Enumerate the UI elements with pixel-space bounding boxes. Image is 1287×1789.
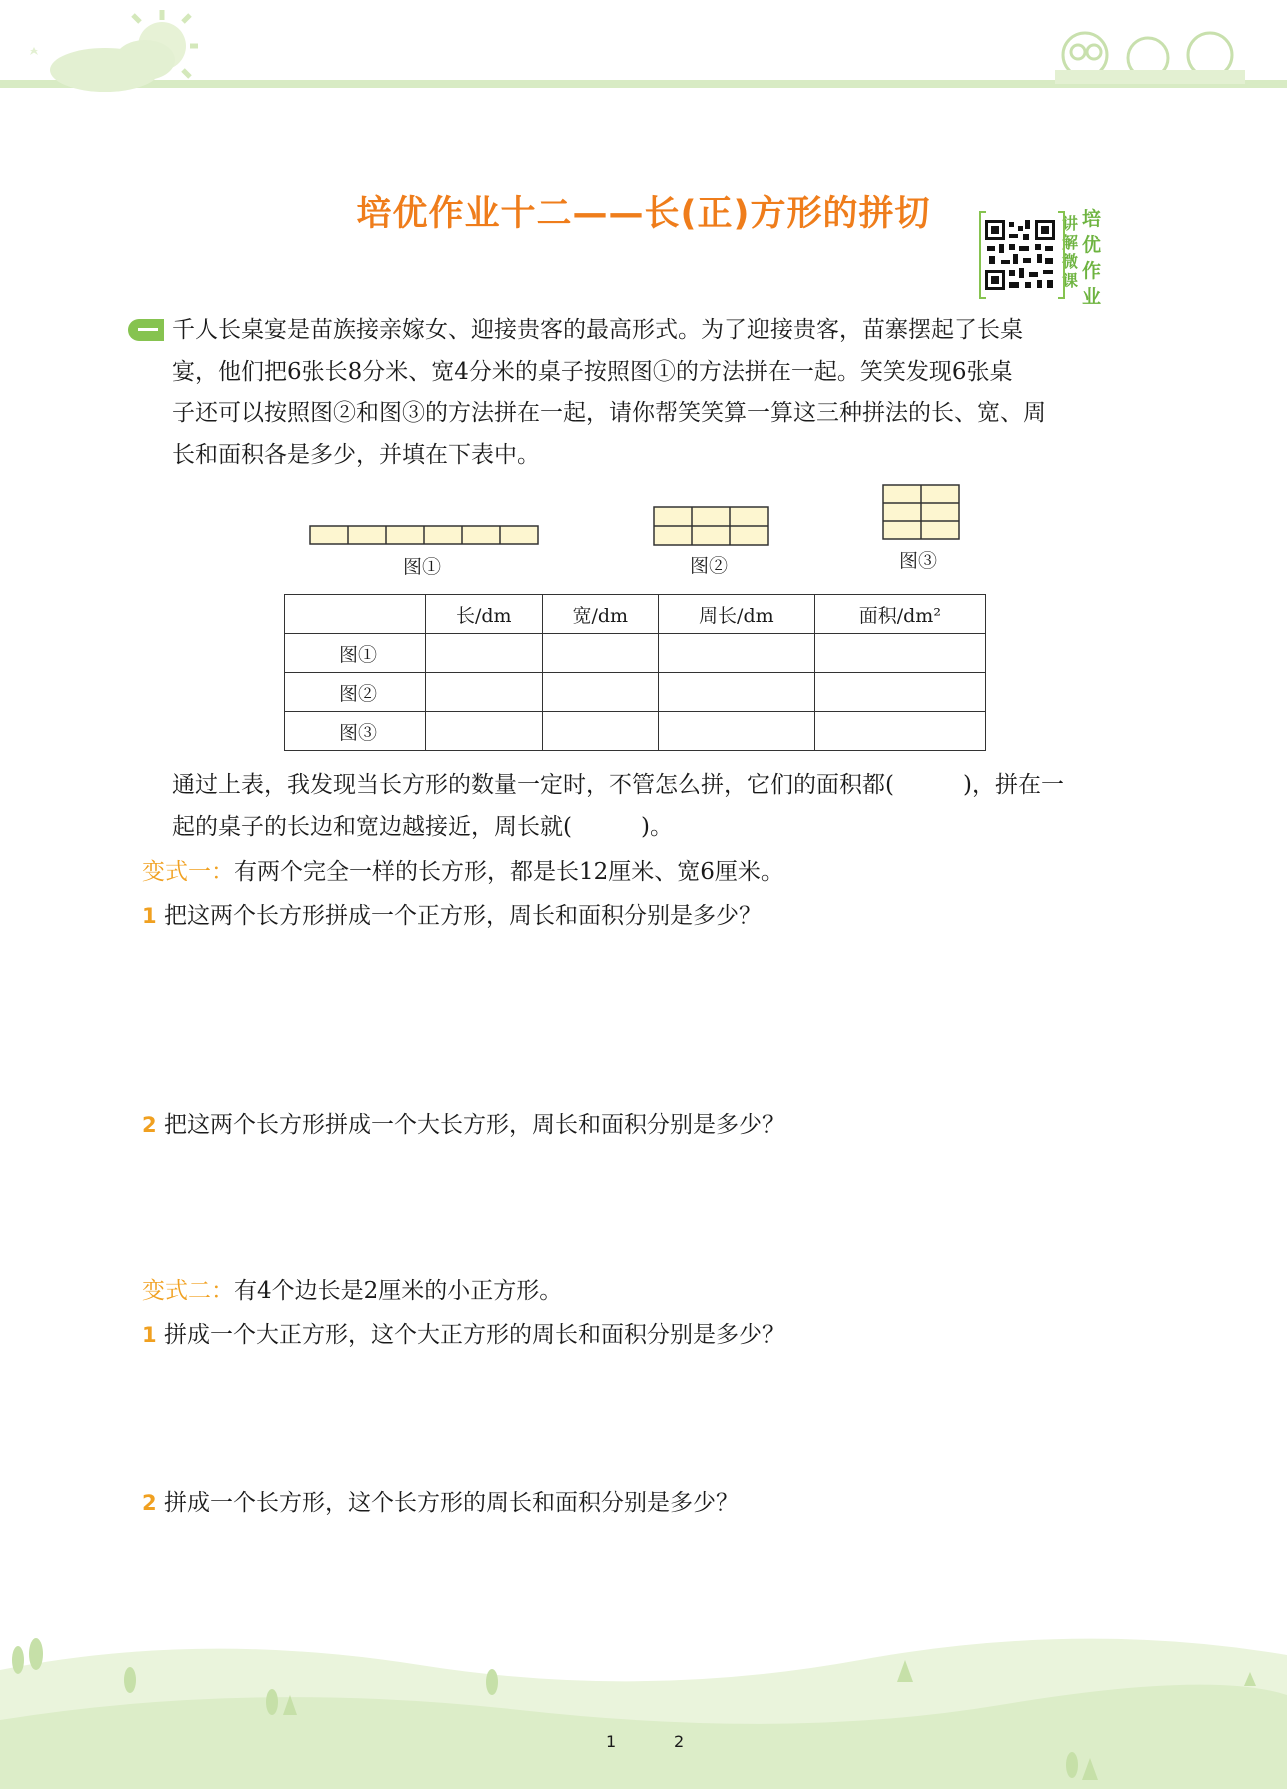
- answer-cell[interactable]: [659, 673, 815, 712]
- figure-3-label: 图③: [899, 550, 938, 572]
- question-number: 1: [142, 904, 157, 928]
- question-text: 把这两个长方形拼成一个大长方形，周长和面积分别是多少？: [163, 1112, 785, 1138]
- row-label: 图①: [285, 634, 426, 673]
- question-text: 拼成一个长方形，这个长方形的周长和面积分别是多少？: [163, 1490, 739, 1516]
- answer-cell[interactable]: [814, 673, 985, 712]
- table-header-cell: [285, 595, 426, 634]
- page-number-right: 2: [674, 1732, 685, 1751]
- qr-label-small: 讲解微课: [1062, 214, 1079, 290]
- variant-1-text: 有两个完全一样的长方形，都是长12厘米、宽6厘米。: [234, 859, 784, 885]
- question-text: 把这两个长方形拼成一个正方形，周长和面积分别是多少？: [163, 903, 762, 929]
- header-decoration: [0, 0, 1287, 100]
- table-header-cell: 周长/dm: [659, 595, 815, 634]
- answer-cell[interactable]: [542, 712, 659, 751]
- problem-marker-one: [128, 319, 164, 341]
- table-header-cell: 面积/dm²: [814, 595, 985, 634]
- table-row: [285, 712, 986, 751]
- variant-2-heading: [142, 1272, 562, 1305]
- answer-cell[interactable]: [814, 634, 985, 673]
- variant-2-text: 有4个边长是2厘米的小正方形。: [234, 1278, 563, 1304]
- row-label: 图②: [285, 673, 426, 712]
- question-number: 1: [142, 1323, 157, 1347]
- question-number: 2: [142, 1491, 157, 1515]
- variant-1-question-2: [142, 1106, 785, 1139]
- figure-2-label: 图②: [690, 555, 729, 577]
- variant-2-label: 变式二：: [142, 1278, 234, 1304]
- answer-cell[interactable]: [659, 712, 815, 751]
- problem-text: [172, 310, 1147, 476]
- conclusion-line: 起的桌子的长边和宽边越接近，周长就( )。: [172, 813, 673, 840]
- figure-1-diagram: [309, 525, 541, 547]
- figure-3-diagram: [882, 484, 962, 542]
- footer-landscape: [0, 1610, 1287, 1789]
- answer-cell[interactable]: [814, 712, 985, 751]
- problem-line: 千人长桌宴是苗族接亲嫁女、迎接贵客的最高形式。为了迎接贵客，苗寨摆起了长桌: [172, 317, 1023, 343]
- answer-cell[interactable]: [426, 673, 543, 712]
- variant-1-heading: [142, 853, 784, 886]
- variant-1-question-1: [142, 897, 762, 930]
- table-header-row: [285, 595, 986, 634]
- conclusion-line: 通过上表，我发现当长方形的数量一定时，不管怎么拼，它们的面积都( )，拼在一: [172, 772, 1064, 798]
- question-number: 2: [142, 1113, 157, 1137]
- variant-2-question-2: [142, 1484, 739, 1517]
- variant-1-label: 变式一：: [142, 859, 234, 885]
- page-number-left: 1: [606, 1732, 617, 1751]
- question-text: 拼成一个大正方形，这个大正方形的周长和面积分别是多少？: [163, 1322, 785, 1348]
- answer-cell[interactable]: [542, 673, 659, 712]
- answer-cell[interactable]: [426, 634, 543, 673]
- variant-2-question-1: [142, 1316, 785, 1349]
- answer-table: [284, 594, 986, 751]
- problem-line: 子还可以按照图②和图③的方法拼在一起，请你帮笑笑算一算这三种拼法的长、宽、周: [172, 400, 1046, 426]
- conclusion-text: [172, 765, 1147, 848]
- table-row: [285, 634, 986, 673]
- answer-cell[interactable]: [426, 712, 543, 751]
- page-title: 培优作业十二——长(正)方形的拼切: [356, 194, 931, 234]
- problem-line: 长和面积各是多少，并填在下表中。: [172, 441, 540, 468]
- qr-bracket: [978, 210, 1066, 300]
- qr-label-large: 培优作业: [1082, 208, 1102, 308]
- row-label: 图③: [285, 712, 426, 751]
- answer-cell[interactable]: [542, 634, 659, 673]
- table-header-cell: 长/dm: [426, 595, 543, 634]
- figure-2-diagram: [653, 506, 771, 548]
- answer-cell[interactable]: [659, 634, 815, 673]
- table-row: [285, 673, 986, 712]
- table-header-cell: 宽/dm: [542, 595, 659, 634]
- problem-line: 宴，他们把6张长8分米、宽4分米的桌子按照图①的方法拼在一起。笑笑发现6张桌: [172, 358, 1013, 385]
- figure-1-label: 图①: [403, 556, 442, 578]
